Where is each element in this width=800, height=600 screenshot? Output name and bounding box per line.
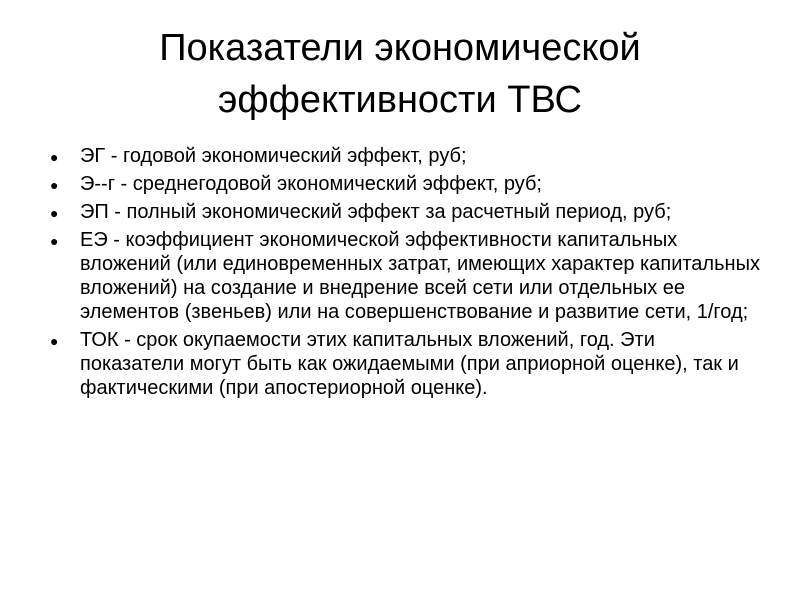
slide-title-line-2: эффективности ТВС: [218, 79, 582, 121]
bullet-text: Э--г - среднегодовой экономический эффект, руб;: [80, 173, 542, 195]
bullet-dot-icon: ●: [50, 233, 59, 249]
slide-title: [0, 22, 800, 126]
bullet-item-tok: [50, 328, 760, 400]
bullet-item-eg-average: [50, 172, 760, 196]
bullet-dot-icon: ●: [50, 205, 59, 221]
bullet-text: ЕЭ - коэффициент экономической эффективности капитальных вложений (или единовременных затрат, имеющих характер капитальных вложений) на создание и внедрение всей сети или отдельных ее элементов (звеньев) или на совершенствование и развитие сети, 1/год;: [80, 229, 760, 323]
bullet-item-ee: [50, 228, 760, 324]
bullet-item-ep: [50, 200, 760, 224]
bullet-text: ТОК - срок окупаемости этих капитальных вложений, год. Эти показатели могут быть как ожидаемыми (при априорной оценке), так и фактическими (при апостериорной оценке).: [80, 329, 739, 399]
bullet-dot-icon: ●: [50, 177, 59, 193]
bullet-dot-icon: ●: [50, 149, 59, 165]
bullet-list: [50, 144, 760, 404]
bullet-text: ЭП - полный экономический эффект за расчетный период, руб;: [80, 201, 672, 223]
bullet-text: ЭГ - годовой экономический эффект, руб;: [80, 145, 467, 167]
slide-title-line-1: Показатели экономической: [159, 27, 641, 69]
bullet-item-eg: [50, 144, 760, 168]
bullet-dot-icon: ●: [50, 333, 59, 349]
